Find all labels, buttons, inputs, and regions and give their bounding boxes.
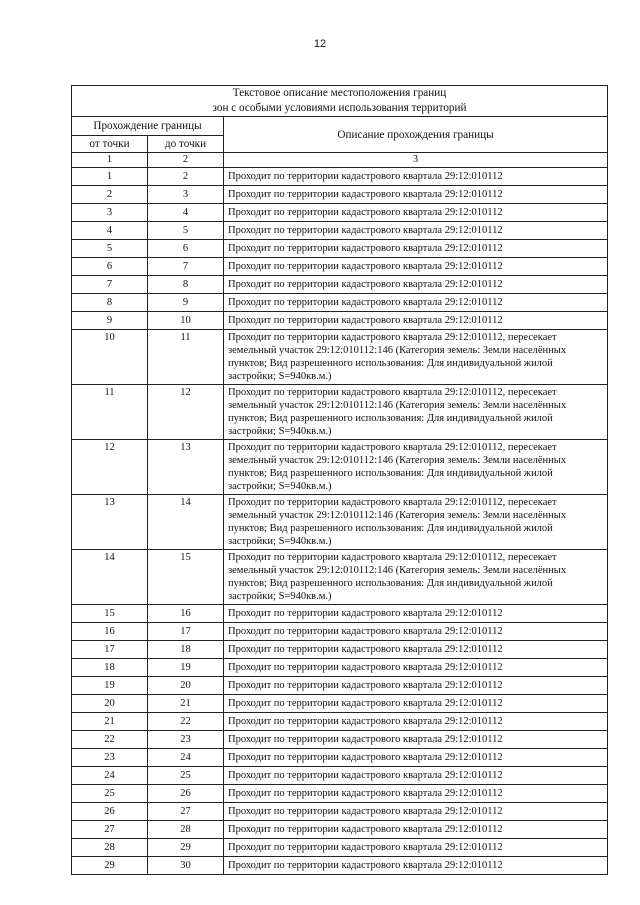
description-cell: Проходит по территории кадастрового квартала 29:12:010112 [224, 605, 608, 623]
description-cell: Проходит по территории кадастрового квартала 29:12:010112, пересекает земельный участок 29:12:010112:146 (Категория земель: Земли населённых пунктов; Вид разрешенного использования: Для индивидуальной жилой застройки; S=940кв.м.) [224, 440, 608, 495]
description-cell: Проходит по территории кадастрового квартала 29:12:010112 [224, 204, 608, 222]
table-row [72, 785, 608, 803]
table-row [72, 550, 608, 605]
table-row [72, 821, 608, 839]
table-row [72, 803, 608, 821]
from-point-cell: 15 [72, 605, 148, 623]
to-point-cell: 13 [148, 440, 224, 495]
to-point-cell: 11 [148, 330, 224, 385]
from-point-cell: 1 [72, 168, 148, 186]
description-cell: Проходит по территории кадастрового квартала 29:12:010112 [224, 659, 608, 677]
description-cell: Проходит по территории кадастрового квартала 29:12:010112 [224, 749, 608, 767]
table-row [72, 258, 608, 276]
description-cell: Проходит по территории кадастрового квартала 29:12:010112 [224, 713, 608, 731]
table-row [72, 440, 608, 495]
description-cell: Проходит по территории кадастрового квартала 29:12:010112, пересекает земельный участок 29:12:010112:146 (Категория земель: Земли населённых пунктов; Вид разрешенного использования: Для индивидуальной жилой застройки; S=940кв.м.) [224, 385, 608, 440]
from-point-cell: 24 [72, 767, 148, 785]
from-point-cell: 10 [72, 330, 148, 385]
to-point-cell: 19 [148, 659, 224, 677]
description-cell: Проходит по территории кадастрового квартала 29:12:010112, пересекает земельный участок 29:12:010112:146 (Категория земель: Земли населённых пунктов; Вид разрешенного использования: Для индивидуальной жилой застройки; S=940кв.м.) [224, 550, 608, 605]
to-point-cell: 23 [148, 731, 224, 749]
to-point-cell: 7 [148, 258, 224, 276]
table-row [72, 839, 608, 857]
to-point-cell: 24 [148, 749, 224, 767]
from-point-cell: 20 [72, 695, 148, 713]
from-point-column-header: от точки [72, 136, 148, 153]
description-cell: Проходит по территории кадастрового квартала 29:12:010112 [224, 731, 608, 749]
description-cell: Проходит по территории кадастрового квартала 29:12:010112 [224, 623, 608, 641]
table-row [72, 186, 608, 204]
table-row [72, 276, 608, 294]
table-row [72, 677, 608, 695]
from-point-cell: 28 [72, 839, 148, 857]
boundary-description-table [71, 85, 608, 875]
to-point-cell: 20 [148, 677, 224, 695]
description-cell: Проходит по территории кадастрового квартала 29:12:010112 [224, 677, 608, 695]
description-cell: Проходит по территории кадастрового квартала 29:12:010112 [224, 785, 608, 803]
from-point-cell: 9 [72, 312, 148, 330]
to-point-cell: 3 [148, 186, 224, 204]
from-point-cell: 25 [72, 785, 148, 803]
table-row [72, 623, 608, 641]
description-cell: Проходит по территории кадастрового квартала 29:12:010112, пересекает земельный участок 29:12:010112:146 (Категория земель: Земли населённых пунктов; Вид разрешенного использования: Для индивидуальной жилой застройки; S=940кв.м.) [224, 495, 608, 550]
from-point-cell: 7 [72, 276, 148, 294]
description-cell: Проходит по территории кадастрового квартала 29:12:010112 [224, 240, 608, 258]
table-row [72, 605, 608, 623]
description-cell: Проходит по территории кадастрового квартала 29:12:010112 [224, 695, 608, 713]
to-point-cell: 12 [148, 385, 224, 440]
description-cell: Проходит по территории кадастрового квартала 29:12:010112 [224, 803, 608, 821]
from-point-cell: 19 [72, 677, 148, 695]
table-row [72, 713, 608, 731]
to-point-cell: 21 [148, 695, 224, 713]
table-row [72, 767, 608, 785]
description-cell: Проходит по территории кадастрового квартала 29:12:010112 [224, 312, 608, 330]
description-cell: Проходит по территории кадастрового квартала 29:12:010112 [224, 839, 608, 857]
to-point-cell: 29 [148, 839, 224, 857]
from-point-cell: 16 [72, 623, 148, 641]
description-cell: Проходит по территории кадастрового квартала 29:12:010112 [224, 821, 608, 839]
to-point-cell: 28 [148, 821, 224, 839]
description-column-header: Описание прохождения границы [224, 117, 608, 153]
from-point-cell: 29 [72, 857, 148, 875]
description-cell: Проходит по территории кадастрового квартала 29:12:010112 [224, 294, 608, 312]
table-row [72, 294, 608, 312]
description-cell: Проходит по территории кадастрового квартала 29:12:010112 [224, 222, 608, 240]
from-point-cell: 18 [72, 659, 148, 677]
to-point-cell: 10 [148, 312, 224, 330]
table-row [72, 385, 608, 440]
to-point-cell: 4 [148, 204, 224, 222]
description-cell: Проходит по территории кадастрового квартала 29:12:010112 [224, 168, 608, 186]
description-cell: Проходит по территории кадастрового квартала 29:12:010112 [224, 276, 608, 294]
column-number-3: 3 [224, 153, 608, 168]
to-point-cell: 16 [148, 605, 224, 623]
from-point-cell: 22 [72, 731, 148, 749]
from-point-cell: 27 [72, 821, 148, 839]
to-point-cell: 27 [148, 803, 224, 821]
from-point-cell: 26 [72, 803, 148, 821]
table-row [72, 240, 608, 258]
to-point-cell: 17 [148, 623, 224, 641]
to-point-cell: 14 [148, 495, 224, 550]
from-point-cell: 17 [72, 641, 148, 659]
table-row [72, 731, 608, 749]
description-cell: Проходит по территории кадастрового квартала 29:12:010112 [224, 767, 608, 785]
to-point-cell: 15 [148, 550, 224, 605]
table-row [72, 857, 608, 875]
table-row [72, 168, 608, 186]
column-number-2: 2 [148, 153, 224, 168]
table-title-line-1: Текстовое описание местоположения границ [232, 87, 447, 99]
table-title [72, 86, 608, 117]
from-point-cell: 23 [72, 749, 148, 767]
to-point-column-header: до точки [148, 136, 224, 153]
from-point-cell: 12 [72, 440, 148, 495]
table-row [72, 222, 608, 240]
description-cell: Проходит по территории кадастрового квартала 29:12:010112 [224, 641, 608, 659]
table-title-line-2: зон с особыми условиями использования территорий [212, 102, 467, 114]
from-point-cell: 11 [72, 385, 148, 440]
table-body [72, 168, 608, 875]
page-number: 12 [313, 38, 327, 50]
from-point-cell: 2 [72, 186, 148, 204]
to-point-cell: 22 [148, 713, 224, 731]
description-cell: Проходит по территории кадастрового квартала 29:12:010112 [224, 258, 608, 276]
to-point-cell: 8 [148, 276, 224, 294]
from-point-cell: 21 [72, 713, 148, 731]
table-row [72, 749, 608, 767]
to-point-cell: 30 [148, 857, 224, 875]
boundary-passage-header: Прохождение границы [72, 117, 224, 136]
to-point-cell: 9 [148, 294, 224, 312]
from-point-cell: 5 [72, 240, 148, 258]
from-point-cell: 6 [72, 258, 148, 276]
description-cell: Проходит по территории кадастрового квартала 29:12:010112 [224, 857, 608, 875]
to-point-cell: 18 [148, 641, 224, 659]
table-row [72, 495, 608, 550]
to-point-cell: 5 [148, 222, 224, 240]
to-point-cell: 6 [148, 240, 224, 258]
from-point-cell: 14 [72, 550, 148, 605]
table-row [72, 659, 608, 677]
to-point-cell: 2 [148, 168, 224, 186]
to-point-cell: 26 [148, 785, 224, 803]
description-cell: Проходит по территории кадастрового квартала 29:12:010112, пересекает земельный участок 29:12:010112:146 (Категория земель: Земли населённых пунктов; Вид разрешенного использования: Для индивидуальной жилой застройки; S=940кв.м.) [224, 330, 608, 385]
column-number-1: 1 [72, 153, 148, 168]
from-point-cell: 13 [72, 495, 148, 550]
to-point-cell: 25 [148, 767, 224, 785]
description-cell: Проходит по территории кадастрового квартала 29:12:010112 [224, 186, 608, 204]
table-row [72, 330, 608, 385]
table-row [72, 312, 608, 330]
from-point-cell: 8 [72, 294, 148, 312]
table-row [72, 204, 608, 222]
from-point-cell: 3 [72, 204, 148, 222]
from-point-cell: 4 [72, 222, 148, 240]
table-row [72, 641, 608, 659]
table-row [72, 695, 608, 713]
